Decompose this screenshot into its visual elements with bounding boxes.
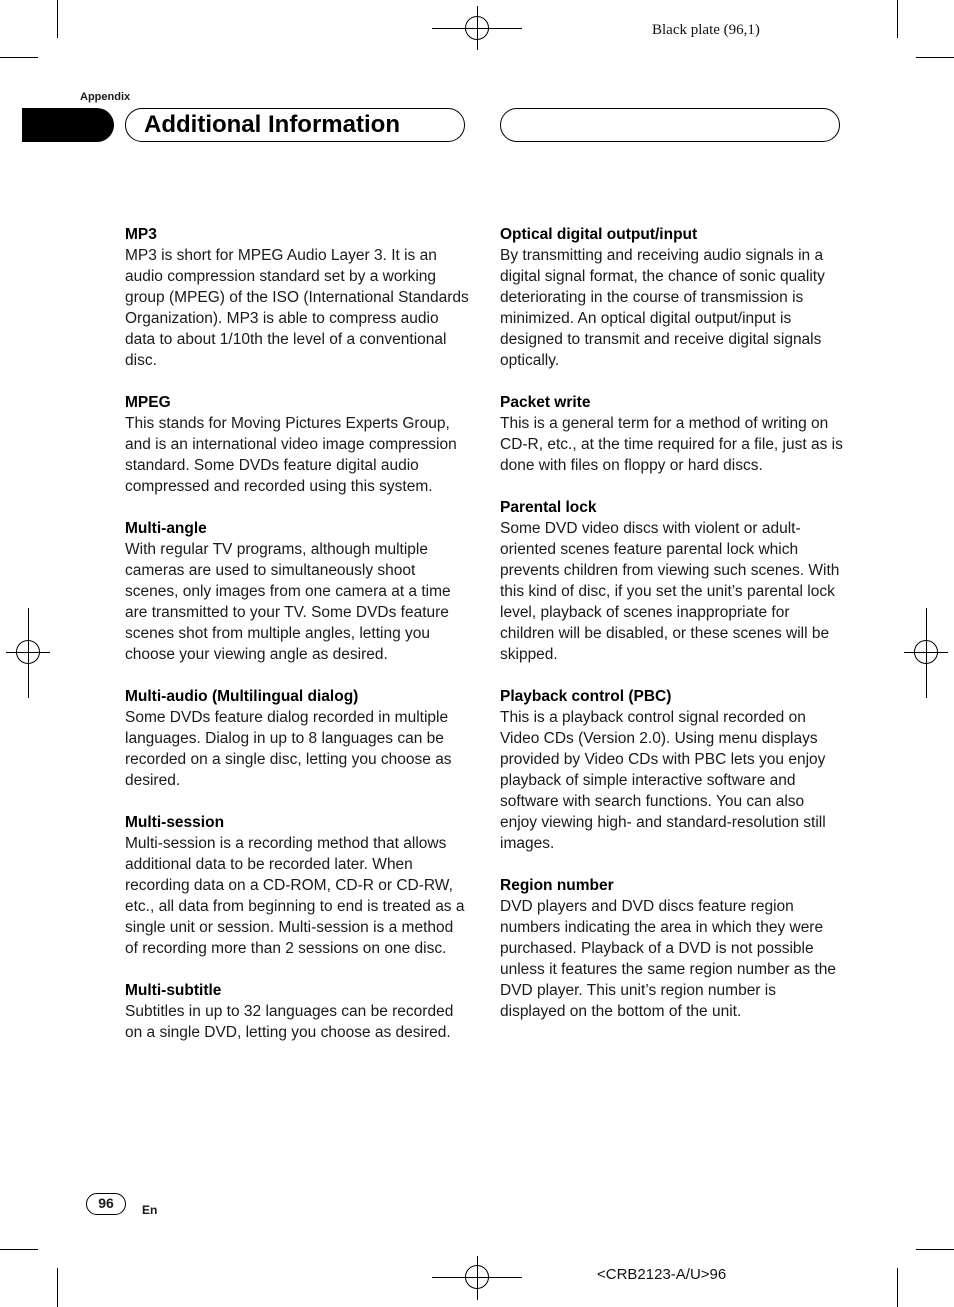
glossary-entry bbox=[125, 980, 470, 1043]
crop-mark bbox=[897, 0, 898, 38]
glossary-entry bbox=[500, 875, 845, 1022]
registration-circle bbox=[16, 640, 40, 664]
entry-term: Playback control (PBC) bbox=[500, 688, 672, 705]
entry-text: Some DVDs feature dialog recorded in multiple languages. Dialog in up to 8 languages can be recorded on a single disc, letting you choose as desired. bbox=[125, 709, 452, 789]
entry-term: Parental lock bbox=[500, 499, 597, 516]
page-number: 96 bbox=[86, 1193, 126, 1215]
entry-term: Region number bbox=[500, 877, 614, 894]
glossary-entry bbox=[125, 812, 470, 959]
glossary-entry bbox=[125, 686, 470, 791]
section-tab bbox=[22, 108, 114, 142]
entry-term: Optical digital output/input bbox=[500, 226, 698, 243]
entry-text: This stands for Moving Pictures Experts Group, and is an international video image compression standard. Some DVDs feature digital audio compressed and recorded using this system. bbox=[125, 415, 457, 495]
glossary-entry bbox=[500, 686, 845, 854]
entry-text: With regular TV programs, although multiple cameras are used to simultaneously shoot scenes, only images from one camera at a time are transmitted to your TV. Some DVDs feature scenes shot from multiple angles, letting you choose your viewing angle as desired. bbox=[125, 541, 451, 663]
glossary-entry bbox=[500, 497, 845, 665]
crop-mark bbox=[0, 1249, 38, 1250]
entry-text: Some DVD video discs with violent or adult-oriented scenes feature parental lock which prevents children from viewing such scenes. With this kind of disc, if you set the unit’s parental lock level, playback of scenes inappropriate for children will be disabled, or these scenes will be skipped. bbox=[500, 520, 840, 663]
language-label: En bbox=[142, 1203, 158, 1217]
entry-text: This is a playback control signal recorded on Video CDs (Version 2.0). Using menu displays provided by Video CDs with PBC lets you enjoy playback of simple interactive software and software with search functions. You can also enjoy viewing high- and standard-resolution still images. bbox=[500, 709, 826, 852]
document-code: <CRB2123-A/U>96 bbox=[597, 1266, 727, 1283]
registration-circle bbox=[465, 1265, 489, 1289]
entry-term: Multi-session bbox=[125, 814, 225, 831]
left-column bbox=[125, 224, 470, 1064]
crop-mark bbox=[897, 1268, 898, 1307]
crop-mark bbox=[57, 1268, 58, 1307]
entry-term: Multi-angle bbox=[125, 520, 207, 537]
entry-text: DVD players and DVD discs feature region numbers indicating the area in which they were purchased. Playback of a DVD is not possible unless it features the same region number as the DVD player. This unit’s region number is displayed on the bottom of the unit. bbox=[500, 898, 837, 1020]
registration-circle bbox=[465, 16, 489, 40]
glossary-entry bbox=[125, 518, 470, 665]
section-label: Appendix bbox=[80, 91, 131, 103]
crop-mark bbox=[0, 57, 38, 58]
entry-term: Packet write bbox=[500, 394, 591, 411]
entry-term: Multi-audio (Multilingual dialog) bbox=[125, 688, 359, 705]
crop-mark bbox=[57, 0, 58, 38]
plate-label: Black plate (96,1) bbox=[652, 22, 760, 38]
entry-text: MP3 is short for MPEG Audio Layer 3. It is an audio compression standard set by a working group (MPEG) of the ISO (International Standards Organization). MP3 is able to compress audio data to about 1/10th the level of a conventional disc. bbox=[125, 247, 469, 369]
entry-term: MP3 bbox=[125, 226, 157, 243]
entry-term: Multi-subtitle bbox=[125, 982, 222, 999]
entry-text: Multi-session is a recording method that allows additional data to be recorded later. When recording data on a CD-ROM, CD-R or CD-RW, etc., all data from beginning to end is treated as a single unit or session. Multi-session is a method of recording more than 2 sessions on one disc. bbox=[125, 835, 465, 957]
page-title: Additional Information bbox=[125, 108, 465, 142]
glossary-entry bbox=[500, 224, 845, 371]
entry-text: Subtitles in up to 32 languages can be recorded on a single DVD, letting you choose as desired. bbox=[125, 1003, 454, 1041]
crop-mark bbox=[916, 1249, 954, 1250]
glossary-entry bbox=[500, 392, 845, 476]
entry-text: This is a general term for a method of writing on CD-R, etc., at the time required for a file, just as is done with files on floppy or hard discs. bbox=[500, 415, 843, 474]
right-column bbox=[500, 224, 845, 1043]
header-frame bbox=[500, 108, 840, 142]
glossary-entry bbox=[125, 224, 470, 371]
glossary-entry bbox=[125, 392, 470, 497]
entry-text: By transmitting and receiving audio signals in a digital signal format, the chance of sonic quality deteriorating in the course of transmission is minimized. An optical digital output/input is designed to transmit and receive digital signals optically. bbox=[500, 247, 825, 369]
entry-term: MPEG bbox=[125, 394, 171, 411]
crop-mark bbox=[916, 57, 954, 58]
registration-circle bbox=[914, 640, 938, 664]
